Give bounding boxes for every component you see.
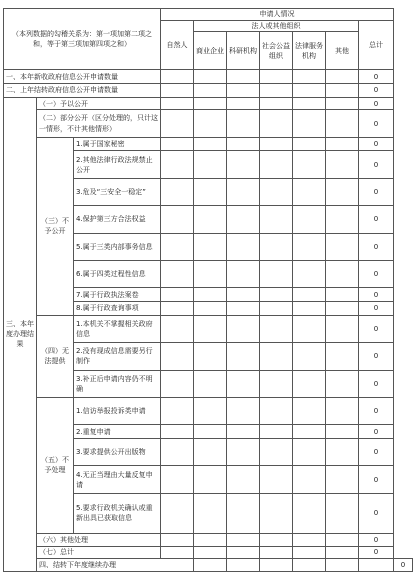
- row-label: 3.要求提供公开出版物: [74, 439, 161, 466]
- row-label: 5.要求行政机关确认或重新出具已获取信息: [74, 493, 161, 533]
- total-value: 0: [359, 70, 394, 84]
- total-value: 0: [359, 178, 394, 205]
- total-value: 0: [359, 151, 394, 178]
- disclosure-statistics-table: [3, 8, 413, 572]
- row-label: 3.危及“三安全一稳定”: [74, 178, 161, 205]
- total-value: 0: [359, 533, 394, 546]
- research-header: 科研机构: [227, 32, 260, 70]
- total-value: 0: [359, 84, 394, 98]
- table-row: [4, 110, 413, 137]
- total-value: 0: [359, 97, 394, 110]
- row-label: 2.重复申请: [74, 425, 161, 439]
- total-value: 0: [359, 315, 394, 342]
- table-row: [4, 97, 413, 110]
- total-value: 0: [359, 288, 394, 302]
- row-label: （六）其他处理: [37, 533, 161, 546]
- applicant-header: 申请人情况: [161, 9, 394, 21]
- natural-person-header: 自然人: [161, 20, 194, 70]
- total-value: 0: [359, 302, 394, 316]
- total-value: 0: [394, 559, 413, 572]
- row-label: 1.属于国家秘密: [74, 137, 161, 151]
- row-label: （七）总计: [37, 546, 161, 559]
- row-label: 二、上年结转政府信息公开申请数量: [4, 84, 161, 98]
- total-header: 总计: [359, 20, 394, 70]
- table-row: [4, 70, 413, 84]
- group-label: （五）不予处理: [37, 397, 74, 533]
- row-label: 四、结转下年度继续办理: [37, 559, 194, 572]
- row-label: （一）予以公开: [37, 97, 161, 110]
- table-row: [4, 533, 413, 546]
- row-label: 2.其他法律行政法规禁止公开: [74, 151, 161, 178]
- total-value: 0: [359, 439, 394, 466]
- group-label: （四）无法提供: [37, 315, 74, 397]
- commercial-header: 商业企业: [194, 32, 227, 70]
- table-row: [4, 546, 413, 559]
- row-label: 1.本机关不掌握相关政府信息: [74, 315, 161, 342]
- total-value: 0: [359, 370, 394, 397]
- table-row: [4, 559, 413, 572]
- table-row: [4, 137, 413, 151]
- social-header: 社会公益组织: [260, 32, 293, 70]
- total-value: 0: [359, 493, 394, 533]
- table-row: [4, 315, 413, 342]
- row-label: 4.无正当理由大量反复申请: [74, 466, 161, 493]
- section-three-label: 三、本年度办理结果: [4, 97, 37, 571]
- total-value: 0: [359, 137, 394, 151]
- other-header: 其他: [326, 32, 359, 70]
- row-label: 3.补正后申请内容仍不明确: [74, 370, 161, 397]
- corner-note: （本列数据的勾稽关系为：第一项加第二项之和，等于第三项加第四项之和）: [4, 9, 161, 70]
- row-label: 7.属于行政执法案卷: [74, 288, 161, 302]
- group-label: （三）不予公开: [37, 137, 74, 315]
- total-value: 0: [359, 546, 394, 559]
- legal-service-header: 法律服务机构: [293, 32, 326, 70]
- row-label: 2.没有现成信息需要另行制作: [74, 343, 161, 370]
- row-label: 4.保护第三方合法权益: [74, 206, 161, 233]
- total-value: 0: [359, 425, 394, 439]
- row-label: 8.属于行政查询事项: [74, 302, 161, 316]
- legal-group-header: 法人或其他组织: [194, 20, 359, 32]
- row-label: 5.属于三类内部事务信息: [74, 233, 161, 260]
- table-row: [4, 84, 413, 98]
- row-label: 1.信访举报投诉类申请: [74, 397, 161, 424]
- row-label: （二）部分公开（区分处理的，只计这一情形，不计其他情形）: [37, 110, 161, 137]
- total-value: 0: [359, 466, 394, 493]
- total-value: 0: [359, 206, 394, 233]
- table-row: [4, 397, 413, 424]
- row-label: 一、本年新收政府信息公开申请数量: [4, 70, 161, 84]
- row-label: 6.属于四类过程性信息: [74, 261, 161, 288]
- total-value: 0: [359, 110, 394, 137]
- total-value: 0: [359, 261, 394, 288]
- total-value: 0: [359, 343, 394, 370]
- total-value: 0: [359, 233, 394, 260]
- total-value: 0: [359, 397, 394, 424]
